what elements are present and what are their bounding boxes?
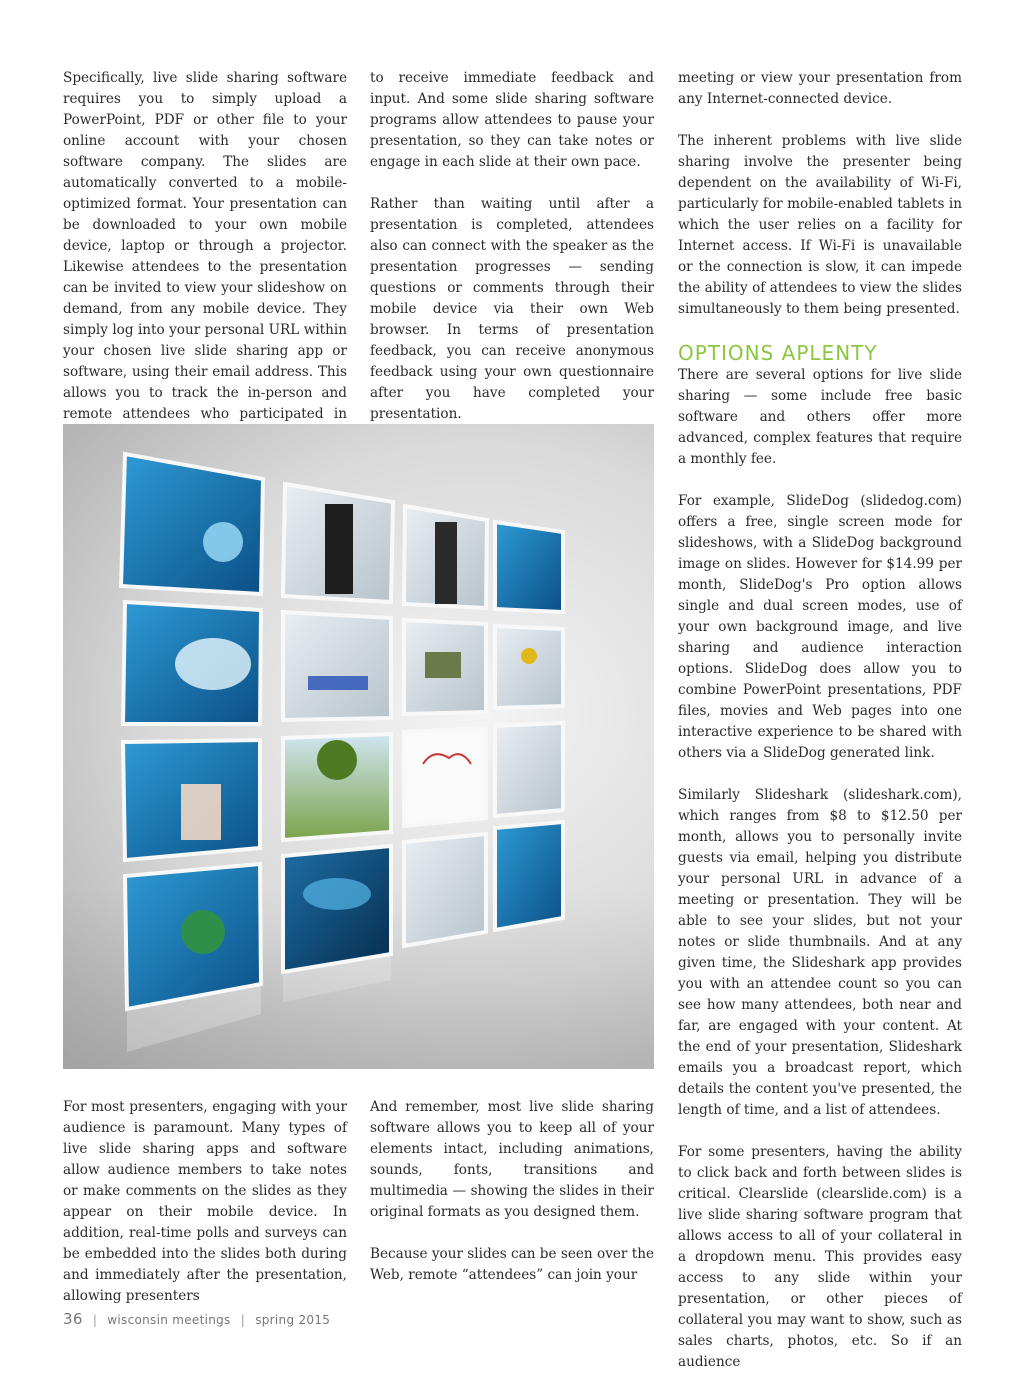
slide-tile	[495, 522, 563, 612]
paragraph: Rather than waiting until after a presentation is completed, attendees also can connect with the speaker as the presentation progresses — sending questions or comments through their mobile device via their own Web browser. In terms of presentation feedback, you can receive anonymous feedback using your own questionnaire after you have completed your presentation.	[370, 196, 654, 422]
paragraph: For some presenters, having the ability to click back and forth between slides is critical. Clearslide (clearslide.com) is a live slide sharing software program that allows access to all of your collateral in a dropdown menu. This provides easy access to any slide within your presentation, or other pieces of collateral you may want to show, such as sales charts, photos, etc. So if an audience	[678, 1144, 962, 1370]
article-column-bottom-left	[63, 1097, 347, 1307]
paragraph: And remember, most live slide sharing software allows you to keep all of your elements intact, including animations, sounds, fonts, transitions and multimedia — showing the slides in their original formats as you designed them.	[370, 1099, 654, 1220]
paragraph: The inherent problems with live slide sharing involve the presenter being dependent on the availability of Wi-Fi, particularly for mobile-enabled tablets in which the user relies on a facility for Internet access. If Wi-Fi is unavailable or the connection is slow, it can impede the ability of attendees to view the slides simultaneously to them being presented.	[678, 133, 962, 317]
slide-tile	[495, 723, 563, 816]
publication-name: wisconsin meetings	[107, 1313, 231, 1327]
page-number: 36	[63, 1310, 83, 1328]
paragraph: There are several options for live slide sharing — some include free basic software and others offer more advanced, complex features that require a monthly fee.	[678, 367, 962, 467]
slide-tile	[404, 728, 486, 826]
footer-separator: |	[92, 1313, 98, 1327]
slide-tile	[495, 822, 563, 930]
paragraph: Specifically, live slide sharing software requires you to simply upload a PowerPoint, PDF or other file to your online account with your chosen software company. The slides are automatically converted to a mobile-optimized format. Your presentation can be downloaded to your own mobile device, laptop or through a projector. Likewise attendees to the presentation can be invited to view your slideshow on demand, from any mobile device. They simply log into your personal URL within your chosen live slide sharing app or software, using their email address. This allows you to track the in-person and remote attendees who participated in	[63, 70, 347, 422]
slide-tile	[404, 834, 486, 946]
slide-tile	[283, 612, 391, 720]
article-column-right	[678, 68, 962, 1373]
article-column-top-left	[63, 68, 347, 446]
footer-separator: |	[240, 1313, 246, 1327]
slide-tile	[121, 454, 263, 594]
article-photo	[63, 424, 654, 1069]
page-footer	[63, 1310, 330, 1328]
paragraph: to receive immediate feedback and input. And some slide sharing software programs allow attendees to pause your presentation, so they can take notes or engage in each slide at their own pace.	[370, 70, 654, 170]
paragraph: For most presenters, engaging with your audience is paramount. Many types of live slide sharing apps and software allow audience members to take notes or make comments on the slides as they appear on their mobile device. In addition, real-time polls and surveys can be embedded into the slides both during and immediately after the presentation, allowing presenters	[63, 1099, 347, 1304]
article-column-bottom-middle	[370, 1097, 654, 1286]
article-column-top-middle	[370, 68, 654, 425]
paragraph: meeting or view your presentation from any Internet-connected device.	[678, 70, 962, 107]
paragraph: Similarly Slideshark (slideshark.com), which ranges from $8 to $12.50 per month, allows you to personally invite guests via email, helping you distribute your personal URL in advance of a meeting or presentation. They will be able to see your slides, but not your notes or slide thumbnails. And at any given time, the Slideshark app provides you with an attendee count so you can see how many attendees, both near and far, are engaged with your content. At the end of your presentation, Slideshark emails you a broadcast report, which details the content you've presented, the length of time, and a list of attendees.	[678, 787, 962, 1118]
paragraph: Because your slides can be seen over the Web, remote “attendees” can join your	[370, 1246, 654, 1283]
section-heading: OPTIONS APLENTY	[678, 341, 878, 365]
slide-tile	[495, 626, 563, 708]
slide-wall-illustration	[63, 424, 654, 1069]
paragraph: For example, SlideDog (slidedog.com) offers a free, single screen mode for slideshows, with a SlideDog background image on slides. However for $14.99 per month, SlideDog's Pro option allows single and dual screen modes, use of your own background image, and live sharing and audience interaction options. SlideDog does allow you to combine PowerPoint presentations, PDF files, movies and Web pages into one interactive experience to be shared with others via a SlideDog generated link.	[678, 493, 962, 761]
issue-name: spring 2015	[255, 1313, 331, 1327]
